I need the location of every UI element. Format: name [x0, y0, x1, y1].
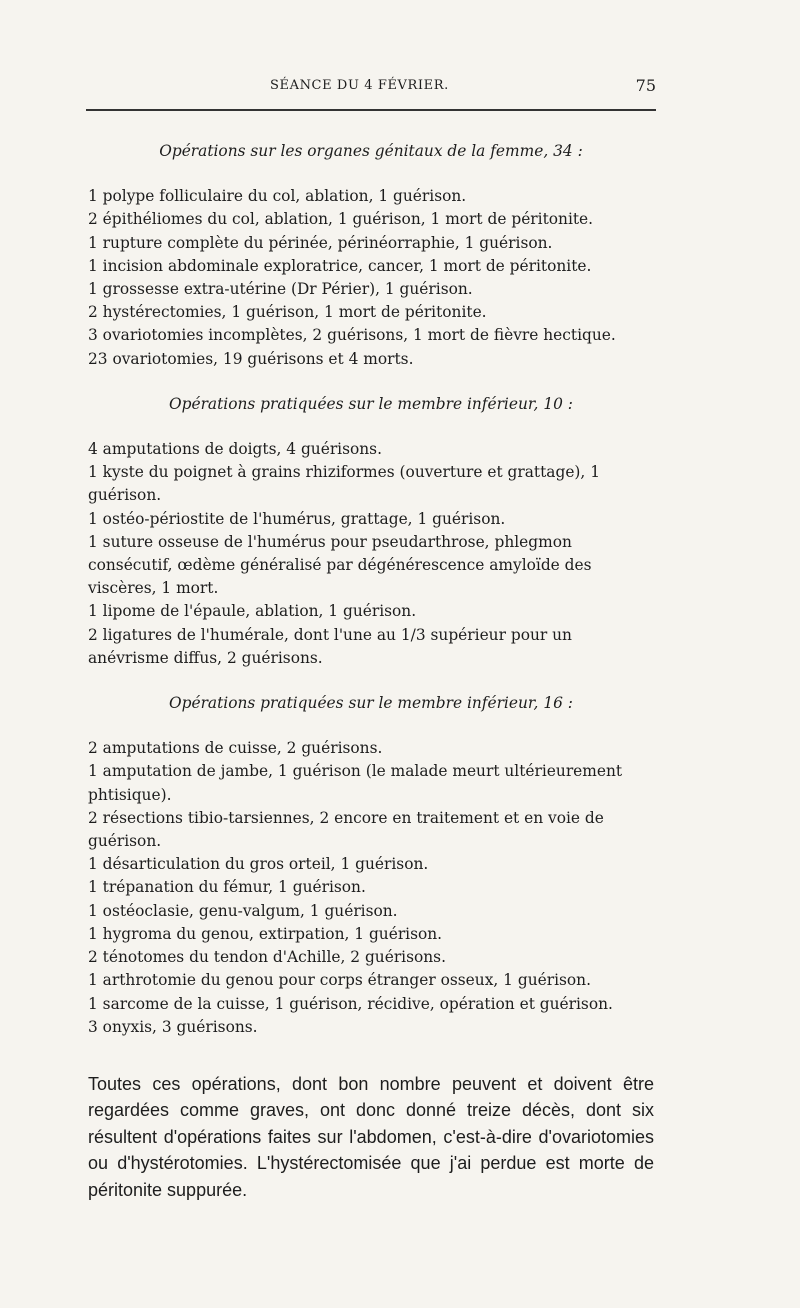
section-heading: Opérations sur les organes génitaux de la femme, 34 : [159, 142, 583, 160]
running-title: SÉANCE DU 4 FÉVRIER. [270, 78, 449, 93]
list-item: 1 arthrotomie du genou pour corps étranger osseux, 1 guérison. [88, 971, 591, 990]
list-item: 2 épithéliomes du col, ablation, 1 guérison, 1 mort de péritonite. [88, 210, 594, 229]
list-item: 3 onyxis, 3 guérisons. [88, 1017, 258, 1036]
operation-list [88, 185, 654, 371]
list-item: 1 amputation de jambe, 1 guérison (le malade meurt ultérieurement phtisique). [88, 762, 623, 804]
list-item: 1 grossesse extra-utérine (Dr Périer), 1 guérison. [88, 280, 473, 299]
list-item: 2 ligatures de l'humérale, dont l'une au 1/3 supérieur pour un anévrisme diffus, 2 guérisons. [88, 625, 572, 667]
list-item: 1 ostéo-périostite de l'humérus, grattage, 1 guérison. [88, 509, 506, 528]
list-item: 3 ovariotomies incomplètes, 2 guérisons, 1 mort de fièvre hectique. [88, 326, 616, 345]
body-text [88, 140, 654, 1221]
closing-paragraph: Toutes ces opérations, dont bon nombre peuvent et doivent être regardées comme graves, ont donc donné treize décès, dont six résultent d'opérations faites sur l'abdomen, c'est-à-dire d'ovariotomies ou d'hystérotomies. L'hystérectomisée que j'ai perdue est morte de péritonite suppurée. [88, 1073, 654, 1200]
list-item: 1 polype folliculaire du col, ablation, 1 guérison. [88, 187, 467, 206]
list-item: 1 rupture complète du périnée, périnéorraphie, 1 guérison. [88, 233, 553, 252]
list-item: 1 incision abdominale exploratrice, cancer, 1 mort de péritonite. [88, 256, 592, 275]
list-item: 2 amputations de cuisse, 2 guérisons. [88, 739, 383, 758]
list-item: 1 désarticulation du gros orteil, 1 guérison. [88, 855, 429, 874]
header-rule [86, 109, 656, 111]
operation-list [88, 737, 654, 1039]
list-item: 1 hygroma du genou, extirpation, 1 guérison. [88, 924, 443, 943]
list-item: 4 amputations de doigts, 4 guérisons. [88, 440, 382, 459]
operation-list [88, 438, 654, 670]
list-item: 1 trépanation du fémur, 1 guérison. [88, 878, 366, 897]
list-item: 2 hystérectomies, 1 guérison, 1 mort de péritonite. [88, 303, 487, 322]
list-item: 23 ovariotomies, 19 guérisons et 4 morts. [88, 349, 414, 368]
list-item: 1 suture osseuse de l'humérus pour pseudarthrose, phlegmon consécutif, œdème généralisé par dégénérescence amyloïde des viscères, 1 mort. [88, 532, 592, 598]
page-number: 75 [635, 76, 656, 95]
section-heading: Opérations pratiquées sur le membre inférieur, 16 : [169, 694, 573, 713]
list-item: 2 résections tibio-tarsiennes, 2 encore en traitement et en voie de guérison. [88, 808, 604, 851]
list-item: 1 lipome de l'épaule, ablation, 1 guérison. [88, 602, 417, 621]
list-item: 1 kyste du poignet à grains rhiziformes (ouverture et grattage), 1 guérison. [88, 463, 601, 505]
list-item: 2 ténotomes du tendon d'Achille, 2 guérisons. [88, 948, 446, 967]
running-header [88, 78, 660, 100]
section-heading: Opérations pratiquées sur le membre inférieur, 10 : [169, 394, 573, 413]
list-item: 1 sarcome de la cuisse, 1 guérison, récidive, opération et guérison. [88, 994, 613, 1013]
list-item: 1 ostéoclasie, genu-valgum, 1 guérison. [88, 901, 398, 920]
